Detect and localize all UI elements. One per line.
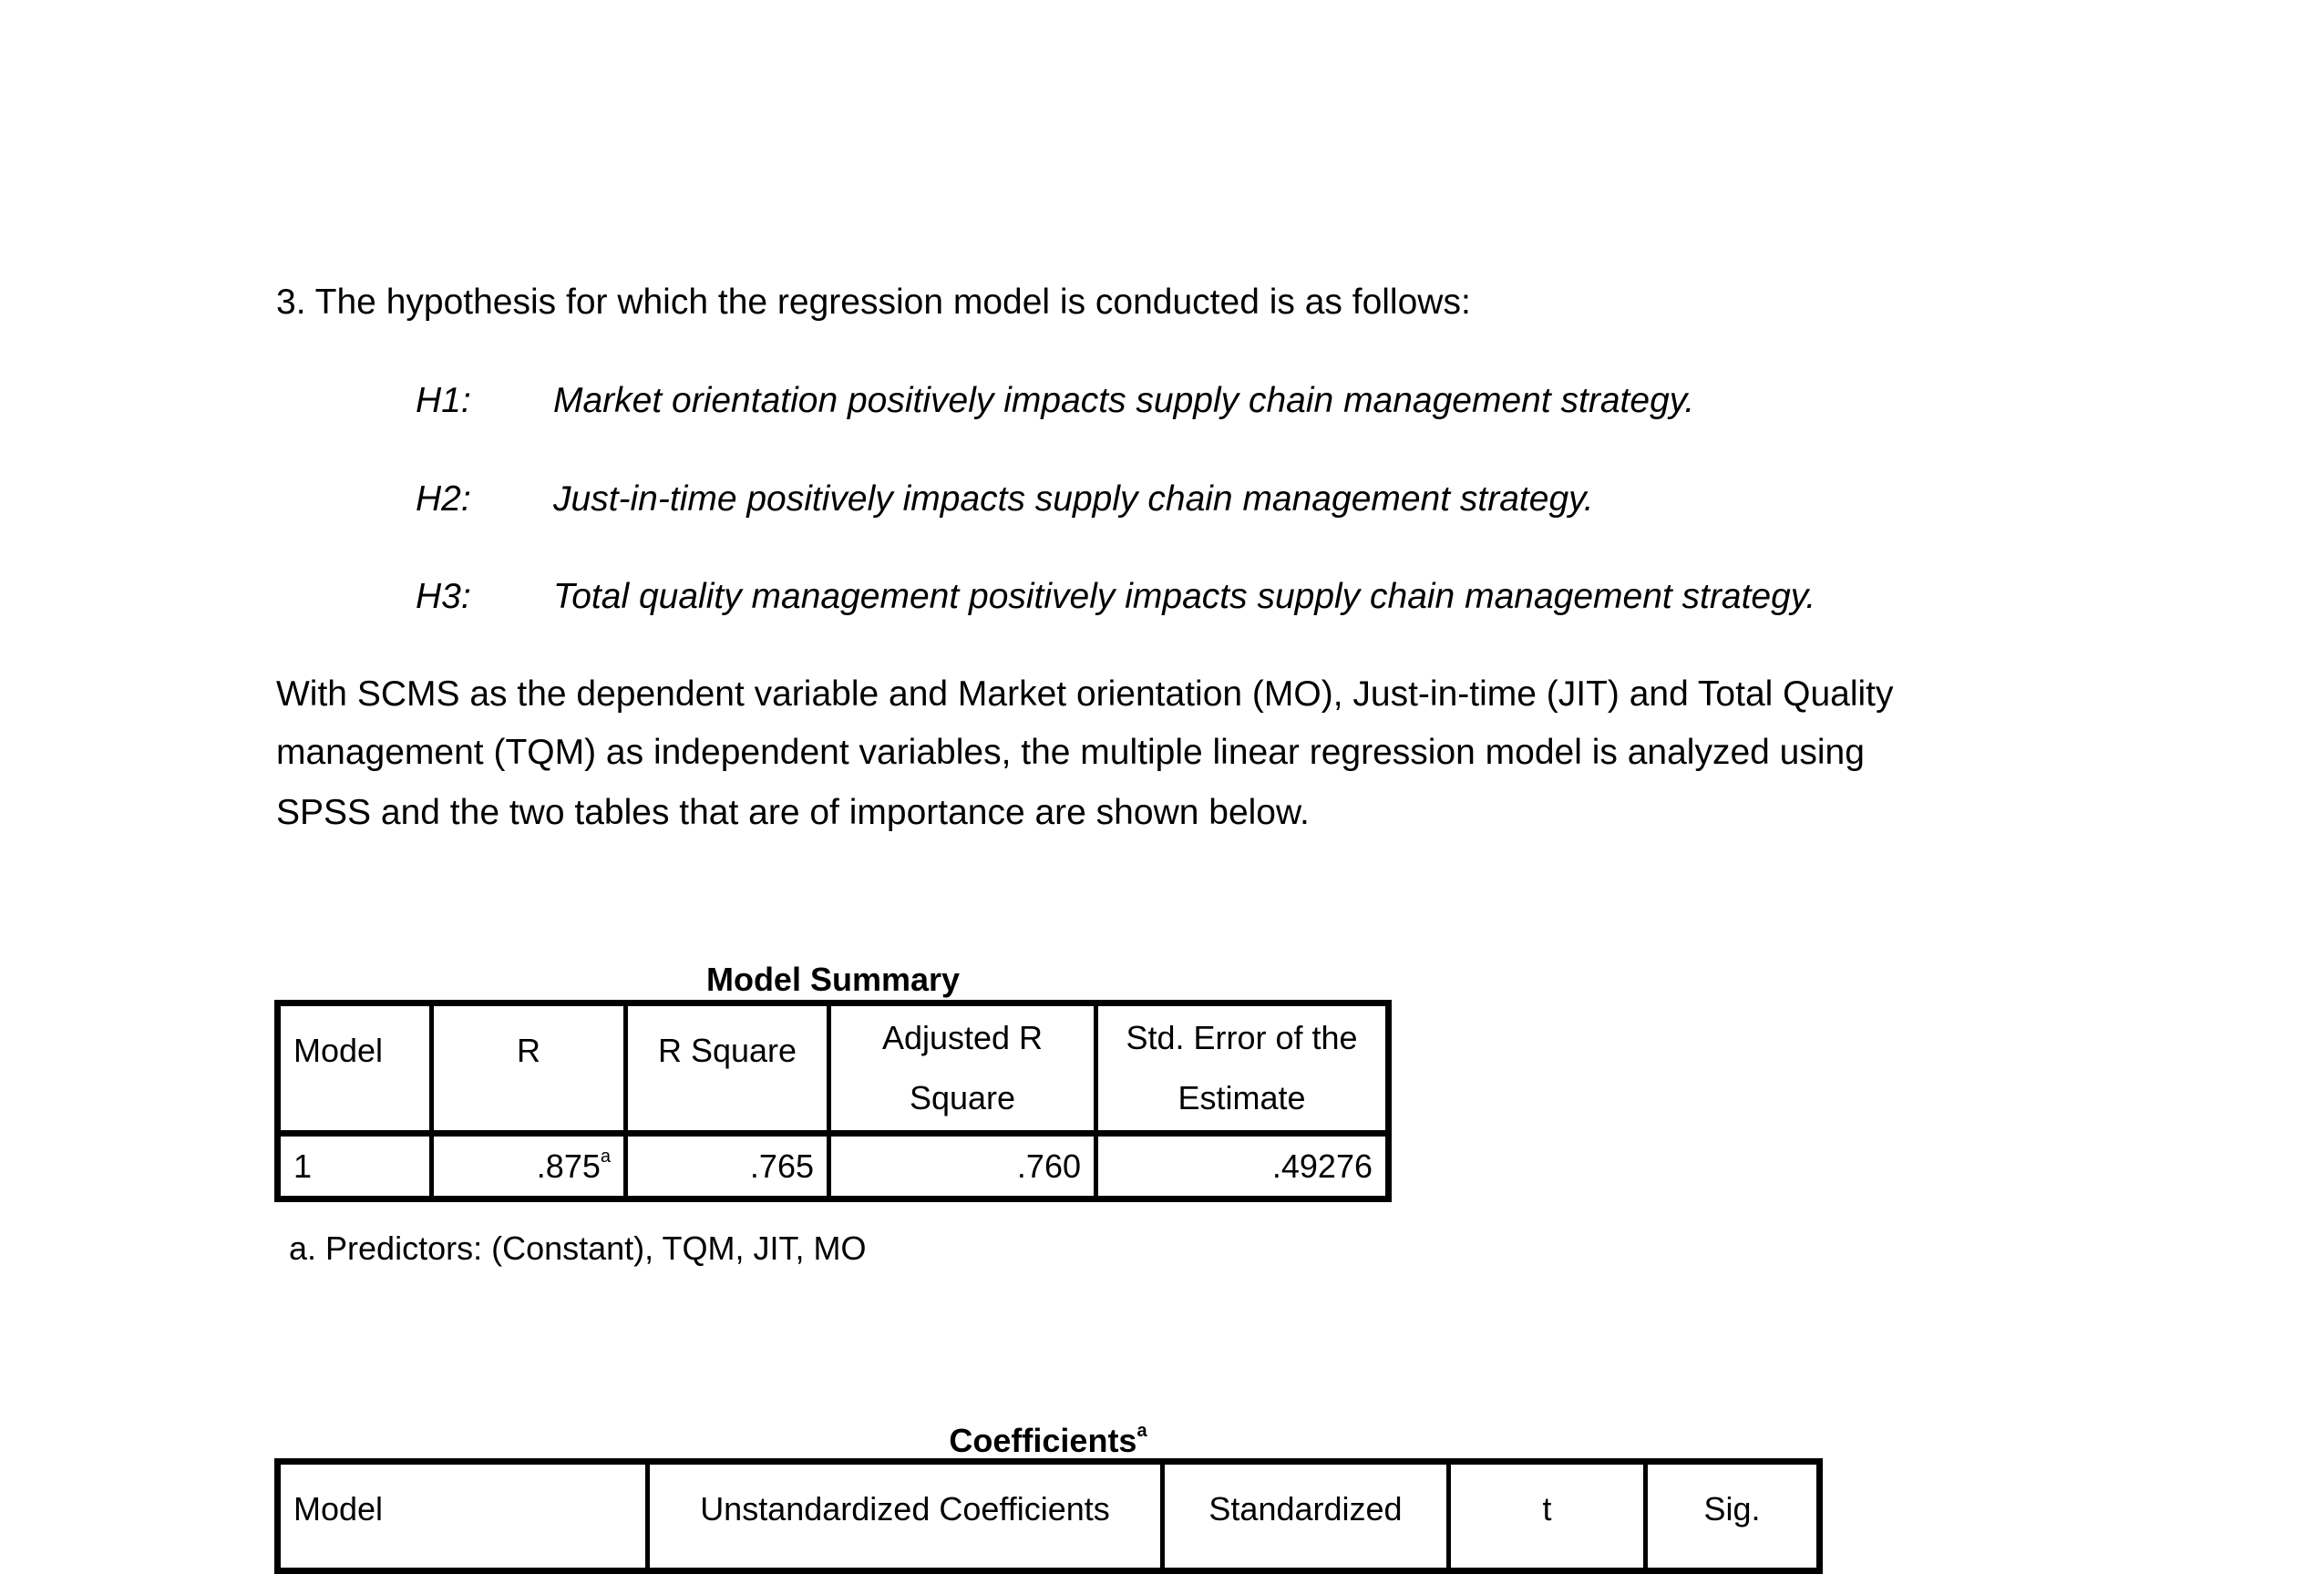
header-sig: Sig.	[1646, 1462, 1820, 1571]
model-summary-footnote: a. Predictors: (Constant), TQM, JIT, MO	[289, 1229, 867, 1267]
r-value: .875	[536, 1147, 601, 1185]
paragraph-line: SPSS and the two tables that are of importance are shown below.	[276, 793, 1310, 832]
header-adjusted-r-square: Adjusted R Square	[829, 1003, 1096, 1134]
header-r-square: R Square	[626, 1003, 829, 1134]
header-t: t	[1449, 1462, 1646, 1571]
footnote-marker: a	[600, 1146, 611, 1167]
coefficients-title	[949, 1422, 1147, 1460]
hypothesis-label: H3:	[416, 577, 471, 616]
cell-std-error: .49276	[1096, 1134, 1389, 1199]
footnote-marker: a	[1136, 1421, 1147, 1441]
paragraph-line: With SCMS as the dependent variable and Market orientation (MO), Just-in-time (JIT) and Total Quality	[276, 674, 1894, 714]
hypothesis-text: Total quality management positively impacts supply chain management strategy.	[553, 577, 1816, 616]
cell-model: 1	[278, 1134, 432, 1199]
cell-adjusted-r-square: .760	[829, 1134, 1096, 1199]
hypothesis-label: H2:	[416, 479, 471, 519]
intro-text: 3. The hypothesis for which the regression model is conducted is as follows:	[276, 283, 1471, 322]
coefficients-table	[274, 1458, 1823, 1574]
cell-r-square: .765	[626, 1134, 829, 1199]
coefficients-title-text: Coefficients	[949, 1422, 1137, 1459]
hypothesis-label: H1:	[416, 381, 471, 420]
header-standardized: Standardized	[1163, 1462, 1449, 1571]
header-model: Model	[278, 1462, 648, 1571]
cell-r	[432, 1134, 626, 1199]
model-summary-title: Model Summary	[705, 961, 961, 998]
paragraph-line: management (TQM) as independent variables, the multiple linear regression model is analyzed using	[276, 733, 1865, 772]
header-std-error: Std. Error of the Estimate	[1096, 1003, 1389, 1134]
header-unstandardized: Unstandardized Coefficients	[648, 1462, 1163, 1571]
hypothesis-text: Market orientation positively impacts supply chain management strategy.	[553, 381, 1695, 420]
hypothesis-text: Just-in-time positively impacts supply chain management strategy.	[553, 479, 1594, 519]
header-model: Model	[278, 1003, 432, 1134]
header-r: R	[432, 1003, 626, 1134]
table-row	[278, 1134, 1389, 1199]
model-summary-table	[274, 1000, 1392, 1202]
